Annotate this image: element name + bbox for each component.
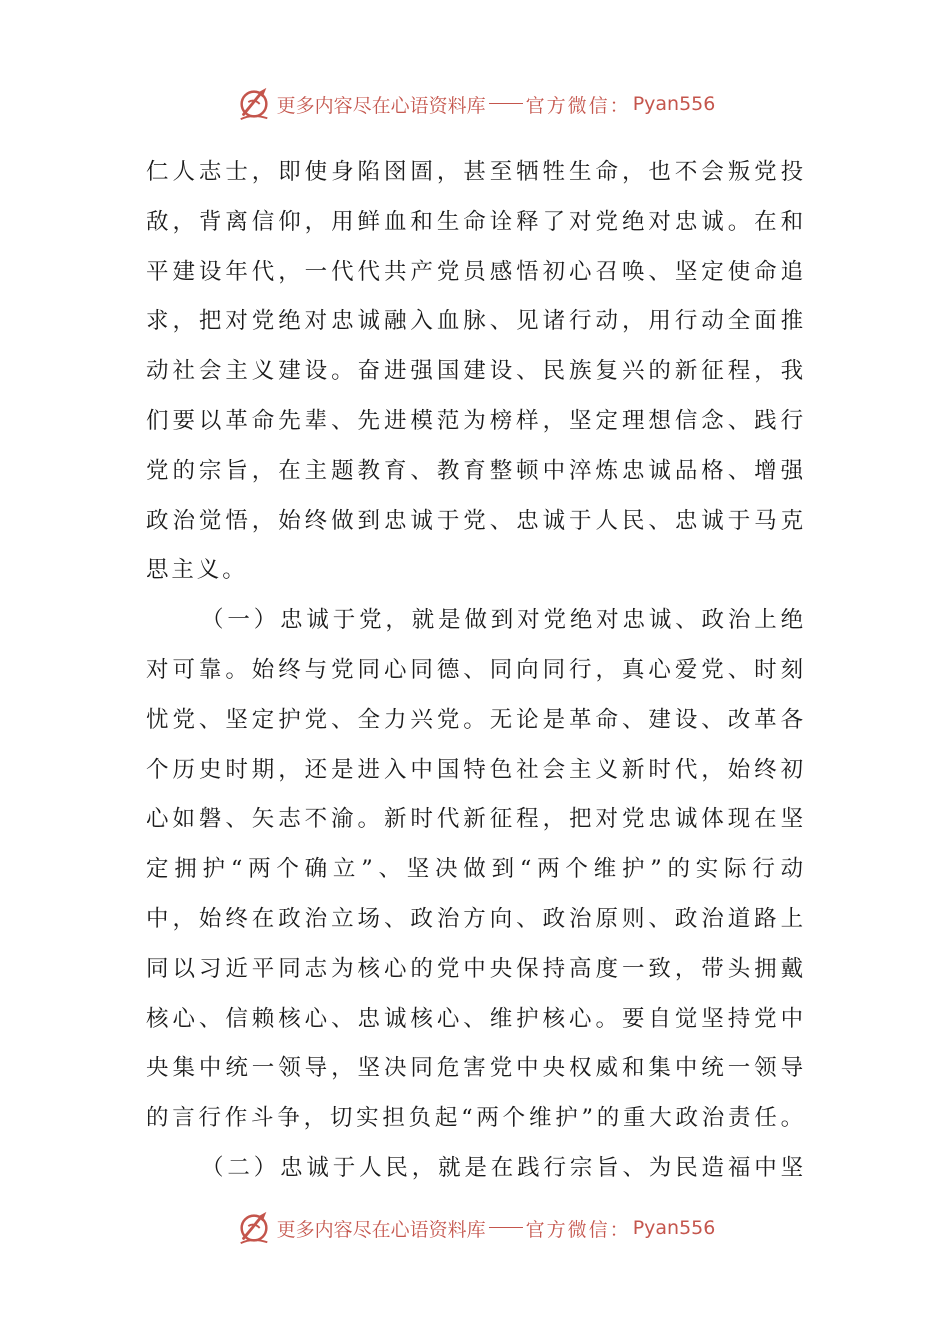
text-line: 政治觉悟，始终做到忠诚于党、忠诚于人民、忠诚于马克: [146, 507, 806, 534]
text-line: 核心、信赖核心、忠诚核心、维护核心。要自觉坚持党中: [146, 1005, 806, 1032]
document-body: [146, 148, 806, 1194]
text-line: 敌，背离信仰，用鲜血和生命诠释了对党绝对忠诚。在和: [146, 208, 806, 235]
wechat-id: Pyan556: [632, 1217, 716, 1239]
text-line: 仁人志士，即使身陷囹圄，甚至牺牲生命，也不会叛党投: [146, 159, 806, 185]
pen-logo-icon: [235, 1209, 273, 1247]
text-line: 们要以革命先辈、先进模范为榜样，坚定理想信念、践行: [146, 407, 806, 434]
wechat-label: 官方微信：: [525, 94, 631, 117]
promo-text: 更多内容尽在心语资料库: [276, 94, 486, 117]
text-line: 同以习近平同志为核心的党中央保持高度一致，带头拥戴: [146, 955, 806, 982]
text-line: 求，把对党绝对忠诚融入血脉、见诸行动，用行动全面推: [146, 308, 806, 335]
header-banner: [0, 82, 950, 126]
text-line: 对可靠。始终与党同心同德、同向同行，真心爱党、时刻: [146, 656, 806, 683]
text-line: 忧党、坚定护党、全力兴党。无论是革命、建设、改革各: [146, 706, 806, 733]
banner-divider: [489, 103, 523, 104]
text-line: 平建设年代，一代代共产党员感悟初心召唤、坚定使命追: [146, 258, 806, 285]
text-line: 中，始终在政治立场、政治方向、政治原则、政治道路上: [146, 905, 806, 932]
text-line: 动社会主义建设。奋进强国建设、民族复兴的新征程，我: [146, 358, 806, 385]
footer-banner: [0, 1206, 950, 1250]
text-line: 心如磐、矢志不渝。新时代新征程，把对党忠诚体现在坚: [146, 806, 806, 833]
paragraph-heading-1: （一）忠诚于党，就是做到对党绝对忠诚、政治上绝: [201, 607, 806, 634]
text-line: 党的宗旨，在主题教育、教育整顿中淬炼忠诚品格、增强: [146, 457, 806, 484]
text-line: 思主义。: [146, 557, 248, 584]
banner-divider: [489, 1227, 523, 1228]
text-line: 的言行作斗争，切实担负起“两个维护”的重大政治责任。: [146, 1105, 806, 1132]
wechat-id: Pyan556: [632, 93, 716, 115]
pen-logo-icon: [235, 85, 273, 123]
wechat-label: 官方微信：: [525, 1218, 631, 1241]
text-line: 个历史时期，还是进入中国特色社会主义新时代，始终初: [146, 756, 806, 783]
paragraph-heading-2: （二）忠诚于人民，就是在践行宗旨、为民造福中坚: [201, 1154, 806, 1181]
text-line: 定拥护“两个确立”、坚决做到“两个维护”的实际行动: [146, 856, 806, 883]
text-line: 央集中统一领导，坚决同危害党中央权威和集中统一领导: [146, 1055, 806, 1082]
promo-text: 更多内容尽在心语资料库: [276, 1218, 486, 1241]
